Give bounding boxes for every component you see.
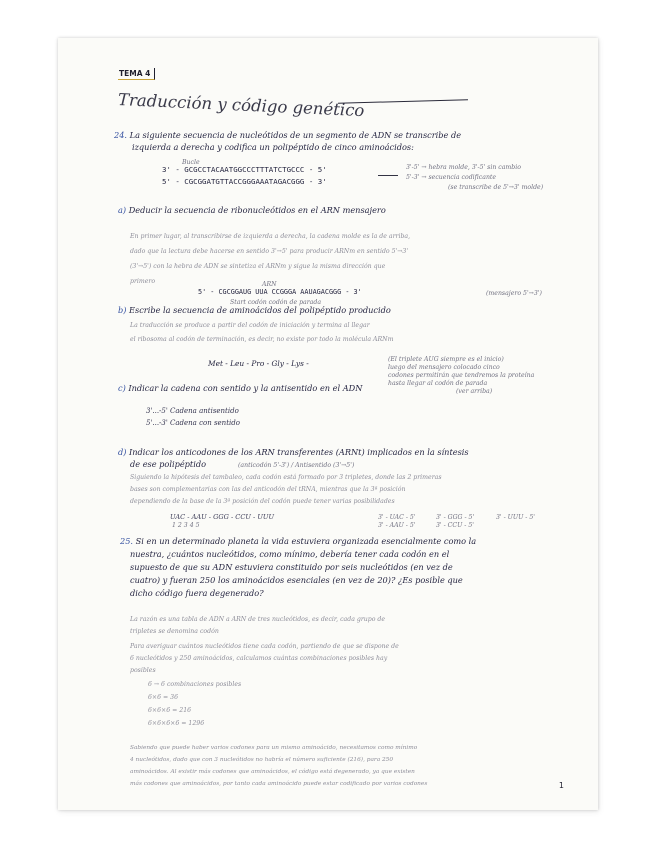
seq-label: Bucle	[182, 159, 200, 166]
part-a-line3: (3'→5') con la hebra de ADN se sintetiza el ARNm y sigue la misma dirección que	[130, 263, 386, 270]
mrna-side: (mensajero 5'→3')	[486, 290, 542, 297]
question-24-line1: La siguiente secuencia de nucleótidos de un segmento de ADN se transcribe de	[129, 130, 462, 140]
question-25-line4: cuatro) y fueran 250 los aminoácidos esenciales (en vez de 20)? ¿Es posible que	[130, 575, 463, 585]
part-d-prompt: d) Indicar los anticodones de los ARN transferentes (ARNt) implicados en la síntesis	[118, 447, 469, 457]
part-b-line1: La traducción se produce a partir del codón de iniciación y termina al llegar	[130, 322, 370, 329]
strand-antisense: 3'...-5' Cadena antisentido	[146, 407, 239, 415]
answer-25-line4: 6 nucleótidos y 250 aminoácidos, calculamos cuántas combinaciones posibles hay	[130, 655, 388, 662]
anticodon-1: 3' - UAC - 5'	[378, 514, 416, 521]
part-c-note: (ver arriba)	[456, 388, 493, 395]
question-25-line2: nuestra, ¿cuántos nucleótidos, como mínimo, debería tener cada codón en el	[130, 549, 450, 559]
mrna-sub: Start codón codón de parada	[230, 299, 322, 306]
side-note-2: 5'-3' → secuencia codificante	[406, 174, 497, 181]
part-c-prompt: c) Indicar la cadena con sentido y la antisentido en el ADN	[118, 383, 363, 393]
mrna-sequence: 5' - CGCGGAUG UUA CCGGGA AAUAGACGGG - 3'	[198, 288, 362, 296]
notebook-page	[58, 38, 598, 810]
part-d-prompt2: de ese polipéptido	[130, 459, 206, 469]
question-number: 24.	[114, 130, 128, 140]
part-d-sub: (anticodón 5'-3') / Antisentido (3'→5')	[238, 462, 355, 469]
side-note-1: 3'-5' → hebra molde, 3'-5' sin cambio	[406, 164, 521, 171]
page-number: 1	[558, 781, 564, 790]
peptide-sequence: Met - Leu - Pro - Gly - Lys -	[208, 359, 309, 368]
part-d-line3: dependiendo de la base de la 3ª posición del codón puede tener varias posibilidades	[130, 498, 395, 505]
anticodon-5: 3' - UUU - 5'	[496, 514, 535, 521]
calc-2: 6×6 = 36	[148, 694, 179, 701]
anticodon-2: 3' - AAU - 5'	[378, 522, 416, 529]
part-d-line2: bases son complementarias con las del anticodón del tRNA, mientras que la 3ª posición	[130, 486, 406, 493]
part-b-note4: hasta llegar al codón de parada	[388, 380, 488, 387]
answer-25-line5: posibles	[130, 667, 156, 674]
part-a-line4: primero	[130, 278, 156, 285]
page-title: Traducción y código genético	[117, 90, 365, 121]
part-b-note2: luego del mensajero colocado cinco	[388, 364, 500, 371]
codons-sub: 1 2 3 4 5	[172, 522, 200, 529]
arrow-line	[378, 175, 398, 176]
part-a-prompt: a) Deducir la secuencia de ribonucleótidos en el ARN mensajero	[118, 205, 386, 215]
part-b-note1: (El triplete AUG siempre es el inicio)	[388, 356, 504, 363]
mrna-label: ARN	[262, 281, 277, 288]
question-25-line3: supuesto de que su ADN estuviera constituido por seis nucleótidos (en vez de	[130, 562, 453, 572]
part-b-line2: el ribosoma al codón de terminación, es decir, no existe por todo la molécula ARNm	[130, 336, 394, 343]
side-note-3: (se transcribe de 5'→3' molde)	[448, 184, 544, 191]
question-25-line5: dicho código fuera degenerado?	[130, 588, 264, 598]
conclusion-3: aminoácidos. Al existir más codones que aminoácidos, el código está degenerado, ya que existen	[130, 769, 415, 775]
question-24-line2: izquierda a derecha y codifica un polipéptido de cinco aminoácidos:	[132, 142, 414, 152]
anticodon-4: 3' - CCU - 5'	[436, 522, 475, 529]
part-a-line1: En primer lugar, al transcribirse de izquierda a derecha, la cadena molde es la de arriba,	[130, 233, 411, 240]
strand-sense: 5'...-3' Cadena con sentido	[146, 419, 240, 427]
tema-label: TEMA 4	[118, 68, 155, 80]
answer-25-line1: La razón es una tabla de ADN a ARN de tres nucleótidos, es decir, cada grupo de	[130, 616, 386, 623]
answer-25-line3: Para averiguar cuántos nucleótidos tiene cada codón, partiendo de que se dispone de	[130, 643, 399, 650]
calc-1: 6 → 6 combinaciones posibles	[148, 681, 242, 688]
part-b-prompt: b) Escribe la secuencia de aminoácidos del polipéptido producido	[118, 305, 391, 315]
dna-seq-template: 3' - GCGCCTACAATGGCCCTTTATCTGCCC - 5'	[162, 165, 327, 174]
part-d-line1: Siguiendo la hipótesis del tambaleo, cada codón está formado por 3 tripletes, donde las 2 primeras	[130, 474, 442, 481]
conclusion-2: 4 nucleótidos, dado que con 3 nucleótidos no habría el número suficiente (216), para 250	[130, 757, 394, 763]
calc-4: 6×6×6×6 = 1296	[148, 720, 205, 727]
question-24	[114, 131, 461, 140]
codons: UAC - AAU - GGG - CCU - UUU	[170, 513, 275, 521]
part-b-note3: codones permitirán que tendremos la proteína	[388, 372, 535, 379]
conclusion-1: Sabiendo que puede haber varios codones para un mismo aminoácido, necesitamos como mínimo	[130, 745, 418, 751]
answer-25-line2: tripletes se denomina codón	[130, 628, 219, 635]
question-25: 25. Si en un determinado planeta la vida estuviera organizada esencialmente como la	[120, 536, 477, 546]
calc-3: 6×6×6 = 216	[148, 707, 192, 714]
anticodon-3: 3' - GGG - 5'	[436, 514, 475, 521]
conclusion-4: más codones que aminoácidos, por tanto cada aminoácido puede estar codificado por varios codones	[130, 781, 428, 787]
dna-seq-coding: 5' - CGCGGATGTTACCGGGAAATAGACGGG - 3'	[162, 177, 327, 186]
part-a-line2: dado que la lectura debe hacerse en sentido 3'→5' para producir ARNm en sentido 5'→3'	[130, 248, 409, 255]
